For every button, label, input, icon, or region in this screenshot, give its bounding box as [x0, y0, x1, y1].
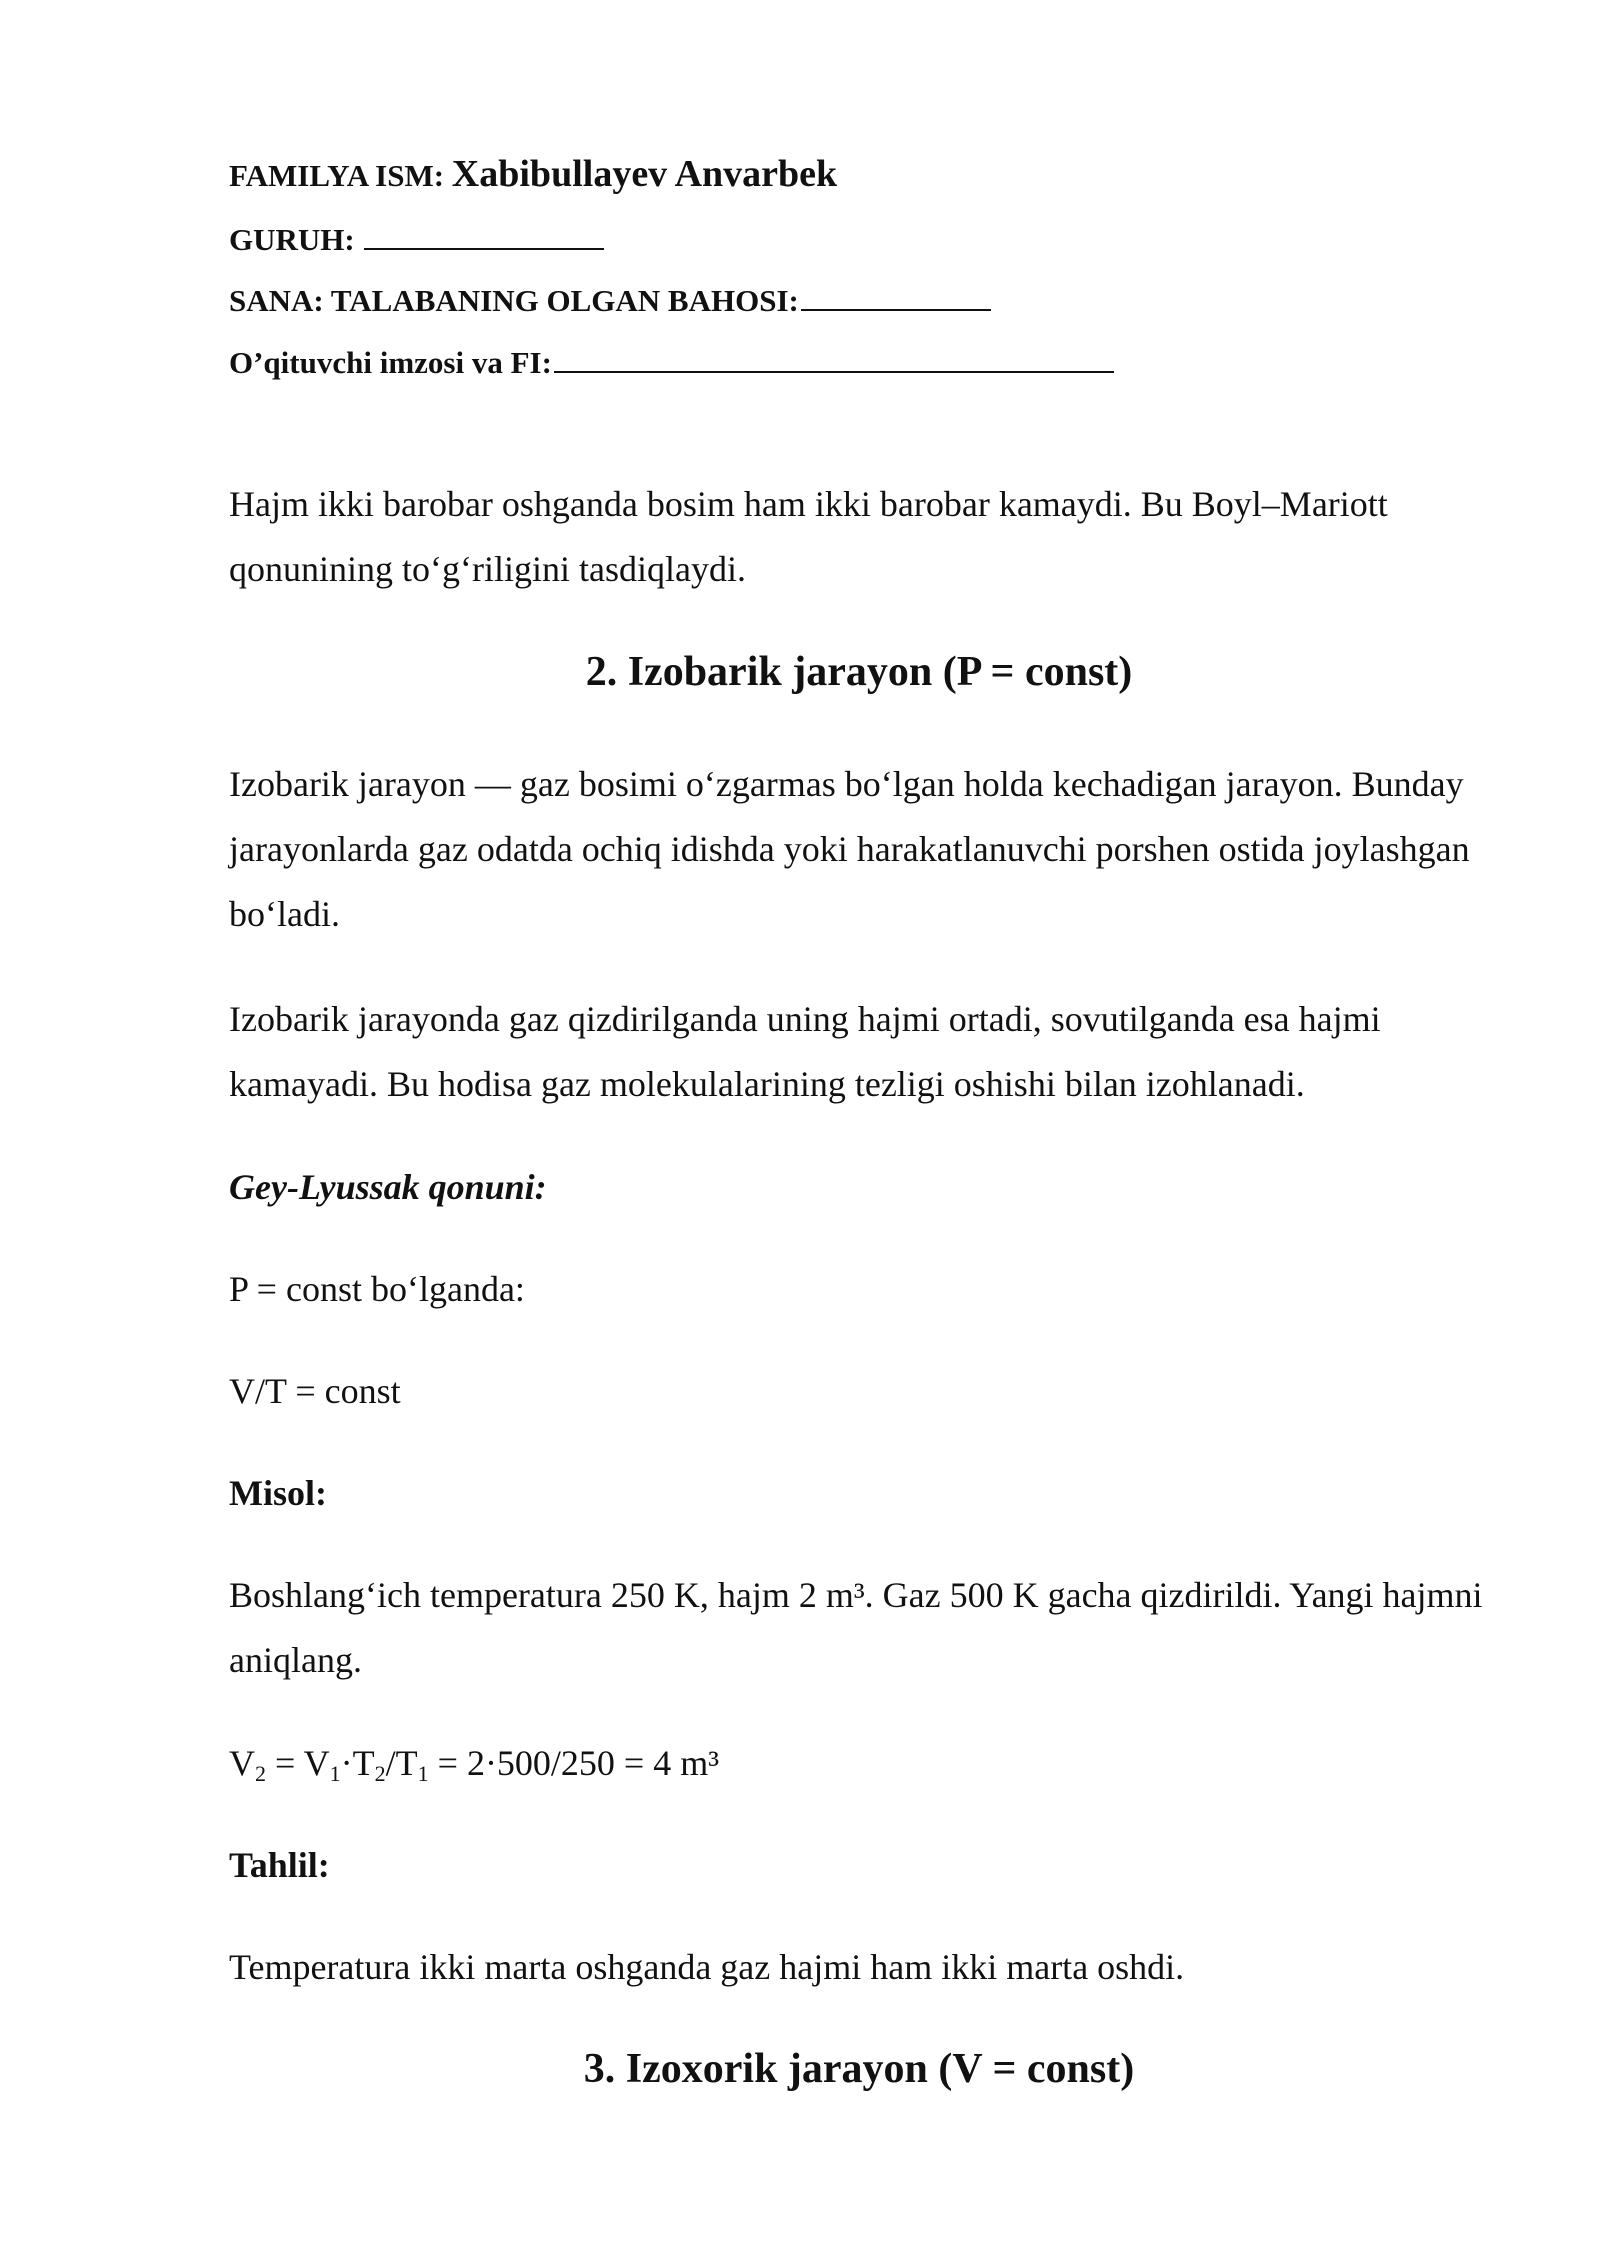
teacher-label: O’qituvchi imzosi va FI:	[229, 345, 552, 380]
group-label: GURUH:	[229, 222, 363, 257]
grade-blank	[801, 308, 991, 311]
name-line	[229, 152, 837, 196]
date-grade-label: SANA: TALABANING OLGAN BAHOSI:	[229, 283, 799, 318]
group-line	[229, 222, 604, 258]
date-grade-line	[229, 283, 991, 319]
student-name: Xabibullayev Anvarbek	[451, 153, 838, 195]
analysis-paragraph: Temperatura ikki marta oshganda gaz hajmi ham ikki marta oshdi.	[229, 1947, 1185, 1987]
law-condition: P = const bo‘lganda:	[229, 1269, 525, 1309]
analysis-title: Tahlil:	[229, 1845, 330, 1885]
name-label: FAMILYA ISM:	[229, 158, 452, 193]
law-title: Gey-Lyussak qonuni:	[229, 1167, 547, 1207]
group-blank	[364, 247, 604, 250]
section-3-heading: 3. Izoxorik jarayon (V = const)	[583, 2046, 1135, 2092]
solution-formula: $V_2 = V_1\cdot T_2/T_1 = 2\cdot 500/250 = 4$ m³	[229, 1743, 720, 1786]
isobaric-explanation-paragraph: Izobarik jarayonda gaz qizdirilganda uning hajmi ortadi, sovutilganda esa hajmi kamayadi. Bu hodisa gaz molekulalarining tezligi oshishi bilan izohlanadi.	[229, 999, 1381, 1104]
law-formula: V/T = const	[229, 1371, 401, 1411]
intro-paragraph: Hajm ikki barobar oshganda bosim ham ikki barobar kamaydi. Bu Boyl–Mariott qonunining to‘g‘riligini tasdiqlaydi.	[229, 484, 1388, 589]
section-2-heading: 2. Izobarik jarayon (P = const)	[585, 649, 1133, 695]
example-paragraph: Boshlang‘ich temperatura 250 K, hajm 2 m³. Gaz 500 K gacha qizdirildi. Yangi hajmni aniqlang.	[229, 1575, 1483, 1680]
teacher-blank	[554, 370, 1114, 373]
teacher-line	[229, 345, 1114, 381]
example-title: Misol:	[229, 1473, 327, 1513]
isobaric-definition-paragraph: Izobarik jarayon — gaz bosimi o‘zgarmas bo‘lgan holda kechadigan jarayon. Bunday jarayonlarda gaz odatda ochiq idishda yoki harakatlanuvchi porshen ostida joylashgan bo‘ladi.	[229, 764, 1470, 934]
